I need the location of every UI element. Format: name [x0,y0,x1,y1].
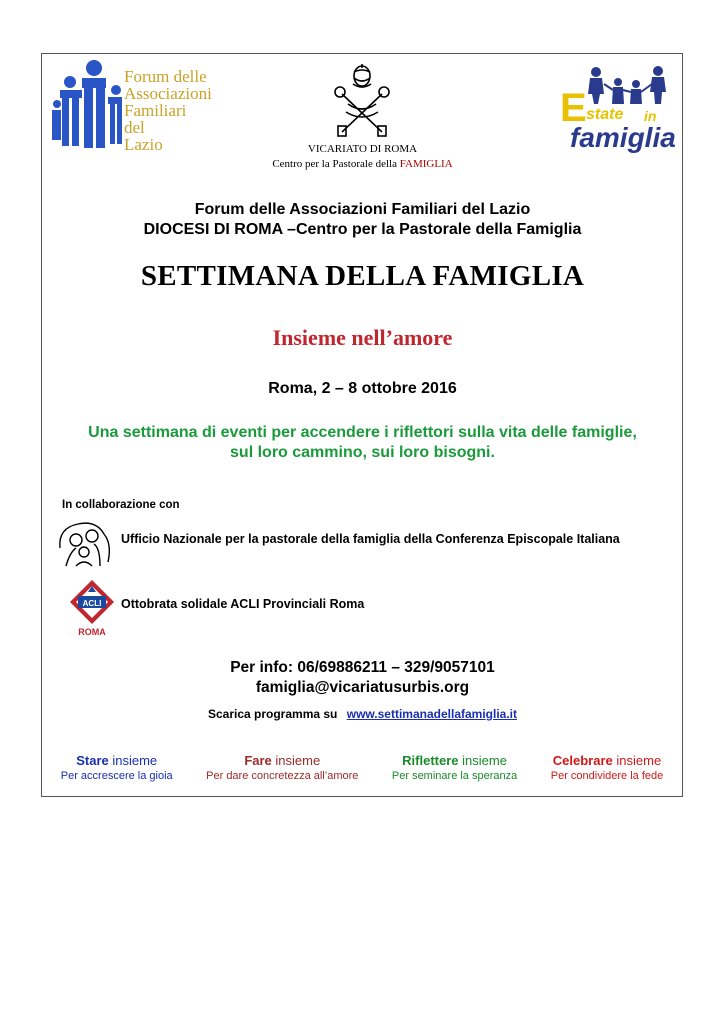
vicariato-line2-highlight: FAMIGLIA [399,158,453,170]
forum-line: Associazioni [124,84,212,103]
tagline [0,423,725,463]
vicariato-line2 [0,158,725,170]
page-title: SETTIMANA DELLA FAMIGLIA [140,260,585,292]
pillar-heading [206,753,358,768]
pillar-riflettere [392,753,517,782]
estate-logo-in: in [644,108,657,124]
tagline-line2: sul loro cammino, sui loro bisogni. [230,444,495,461]
pillars-row [44,753,680,782]
papal-tiara-keys-icon [324,64,400,140]
acli-logo-top-text: ACLI [82,599,102,608]
pillar-stare [61,753,173,782]
contact-email[interactable]: famiglia@vicariatusurbis.org [255,679,470,696]
pillar-verb: Celebrare [552,753,613,768]
download-line [0,707,725,721]
organizer-line2: DIOCESI DI ROMA –Centro per la Pastorale della Famiglia [143,221,582,238]
vicariato-line1: VICARIATO DI ROMA [307,143,418,155]
pillar-verb: Riflettere [402,753,459,768]
pillar-subtitle: Per condividere la fede [550,770,664,782]
page-subtitle: Insieme nell’amore [272,325,453,350]
estate-logo-state: state [586,106,624,123]
pillar-heading [551,753,664,768]
pillar-rest: insieme [612,753,662,768]
pillar-verb: Fare [244,753,272,768]
forum-line: Lazio [124,135,163,154]
program-link[interactable]: www.settimanadellafamiglia.it [346,707,518,721]
family-figures-icon [52,60,124,152]
pillar-subtitle: Per dare concretezza all’amore [206,770,359,782]
pillar-subtitle: Per seminare la speranza [391,770,518,782]
pillar-fare [206,753,358,782]
contact-phone: Per info: 06/69886211 – 329/9057101 [230,659,495,676]
partner-cei: Ufficio Nazionale per la pastorale della famiglia della Conferenza Episcopale Italiana [121,532,620,546]
pillar-rest: insieme [108,753,158,768]
estate-in-famiglia-logo [558,66,678,158]
estate-logo-e: E [560,86,587,130]
pillar-rest: insieme [271,753,321,768]
pillar-heading [61,753,173,768]
forum-logo [52,60,212,154]
pillar-celebrare [551,753,664,782]
partner-acli: Ottobrata solidale ACLI Provinciali Roma [121,597,365,611]
collaboration-heading: In collaborazione con [62,499,180,511]
organizers [0,200,725,240]
pillar-verb: Stare [76,753,109,768]
forum-logo-text [124,67,212,154]
family-sketch-icon [56,518,114,570]
pillar-rest: insieme [458,753,507,768]
organizer-line1: Forum delle Associazioni Familiari del Lazio [194,201,531,218]
acli-roma-logo-icon [66,578,118,638]
acli-logo-bottom-text: ROMA [78,627,106,637]
pillar-subtitle: Per accrescere la gioia [60,770,173,782]
forum-line: Familiari del [124,101,187,137]
event-dates: Roma, 2 – 8 ottobre 2016 [268,380,457,397]
estate-logo-famiglia: famiglia [570,122,676,153]
forum-line: Forum delle [124,67,207,86]
tagline-line1: Una settimana di eventi per accendere i riflettori sulla vita delle famiglie, [88,424,637,441]
pillar-heading [392,753,517,768]
download-label: Scarica programma su [207,707,338,721]
vicariato-line2-prefix: Centro per la Pastorale della [272,158,397,170]
